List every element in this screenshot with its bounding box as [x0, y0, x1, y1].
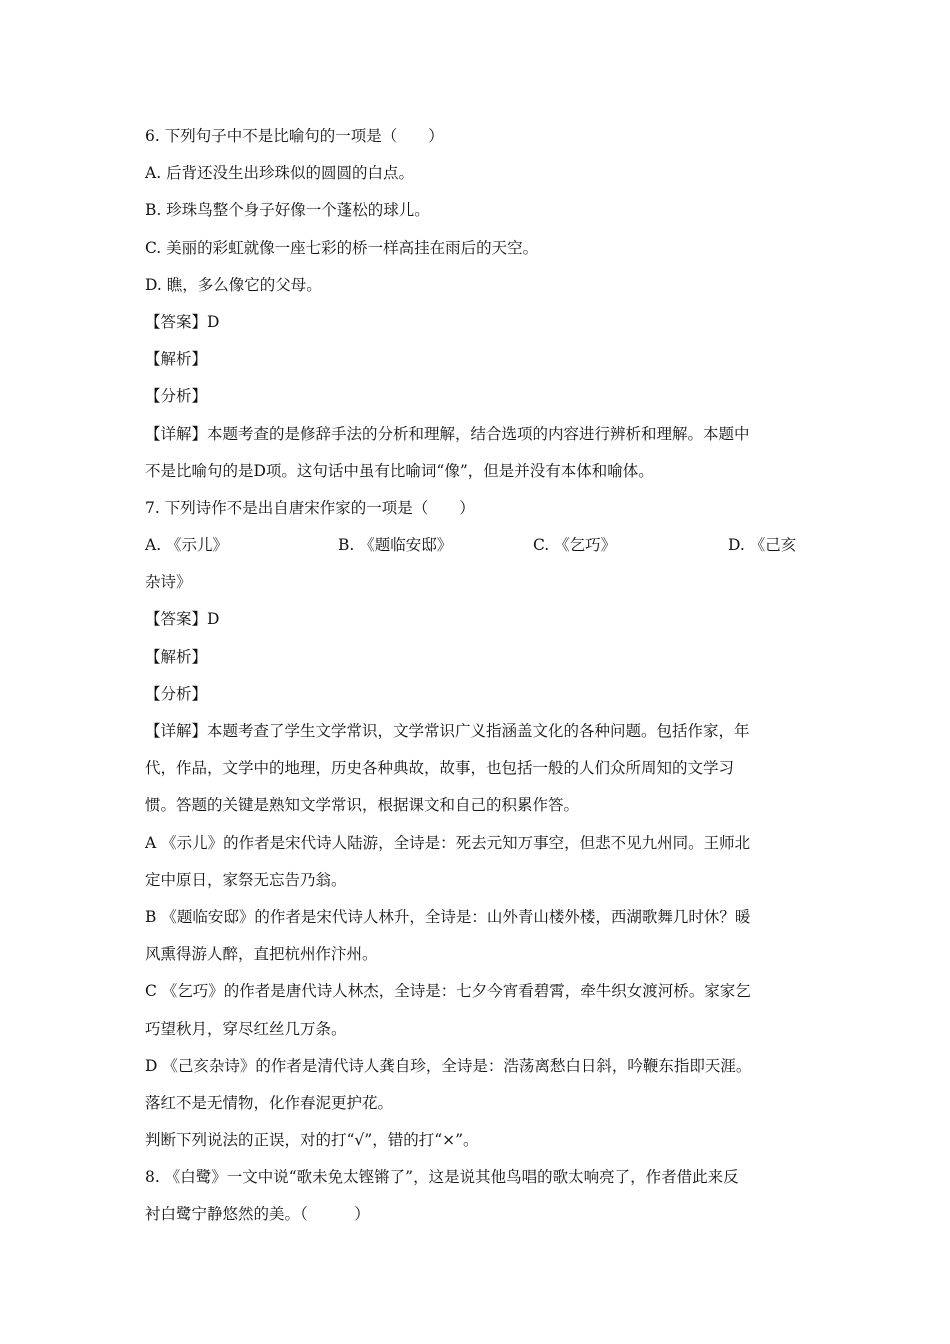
q7-option-a: A. 《示儿》 — [145, 536, 229, 555]
q6-option-a: A. 后背还没生出珍珠似的圆圆的白点。 — [145, 164, 415, 183]
q7-option-d-cont: 杂诗》 — [145, 573, 192, 592]
q7-note-d-line-1: D 《己亥杂诗》的作者是清代诗人龚自珍，全诗是：浩荡离愁白日斜，吟鞭东指即天涯。 — [145, 1056, 752, 1075]
q7-options-row — [145, 527, 810, 564]
q7-note-a-line-2: 定中原日，家祭无忘告乃翁。 — [145, 870, 347, 889]
q6-jiexi: 【解析】 — [145, 350, 208, 369]
q6-answer: 【答案】D — [145, 312, 220, 331]
q7-option-c: C. 《乞巧》 — [533, 536, 617, 555]
q7-note-a-line-1: A 《示儿》的作者是宋代诗人陆游，全诗是：死去元知万事空，但悲不见九州同。王师北 — [145, 833, 751, 852]
q7-note-d-line-2: 落红不是无情物，化作春泥更护花。 — [145, 1093, 394, 1112]
q8-line-1: 8. 《白鹭》一文中说“歌未免太铿锵了”，这是说其他鸟唱的歌太响亮了，作者借此来反 — [145, 1168, 739, 1187]
q7-option-d: D. 《己亥 — [728, 536, 797, 555]
q7-fenxi: 【分析】 — [145, 684, 208, 703]
q7-option-b: B. 《题临安邸》 — [338, 536, 453, 555]
document-page — [145, 118, 810, 1234]
q6-stem: 6. 下列句子中不是比喻句的一项是（ ） — [145, 127, 444, 145]
q7-note-b-line-2: 风熏得游人醉，直把杭州作汴州。 — [145, 945, 378, 964]
q7-detail-line-2: 代，作品，文学中的地理，历史各种典故，故事，也包括一般的人们众所周知的文学习 — [145, 759, 735, 778]
section-instruction: 判断下列说法的正误，对的打“√”，错的打“×”。 — [145, 1131, 479, 1150]
q7-detail-line-3: 惯。答题的关键是熟知文学常识，根据课文和自己的积累作答。 — [145, 796, 580, 815]
q6-option-b: B. 珍珠鸟整个身子好像一个蓬松的球儿。 — [145, 201, 430, 220]
q7-note-b-line-1: B 《题临安邸》的作者是宋代诗人林升，全诗是：山外青山楼外楼，西湖歌舞几时休？暖 — [145, 907, 751, 926]
q7-answer: 【答案】D — [145, 610, 220, 629]
q6-detail-line-1: 【详解】本题考查的是修辞手法的分析和理解，结合选项的内容进行辨析和理解。本题中 — [145, 424, 750, 443]
q6-detail-line-2: 不是比喻句的是D项。这句话中虽有比喻词“像”，但是并没有本体和喻体。 — [145, 461, 654, 480]
q7-note-c-line-1: C 《乞巧》的作者是唐代诗人林杰，全诗是：七夕今宵看碧霄，牵牛织女渡河桥。家家乞 — [145, 982, 751, 1001]
q7-note-c-line-2: 巧望秋月，穿尽红丝几万条。 — [145, 1019, 347, 1038]
q8-line-2: 衬白鹭宁静悠然的美。（ ） — [145, 1205, 370, 1224]
q6-option-c: C. 美丽的彩虹就像一座七彩的桥一样高挂在雨后的天空。 — [145, 238, 539, 257]
q6-fenxi: 【分析】 — [145, 387, 208, 406]
q7-jiexi: 【解析】 — [145, 647, 208, 666]
q7-detail-line-1: 【详解】本题考查了学生文学常识，文学常识广义指涵盖文化的各种问题。包括作家，年 — [145, 722, 750, 740]
q6-option-d: D. 瞧，多么像它的父母。 — [145, 275, 322, 294]
q7-stem: 7. 下列诗作不是出自唐宋作家的一项是（ ） — [145, 498, 475, 517]
